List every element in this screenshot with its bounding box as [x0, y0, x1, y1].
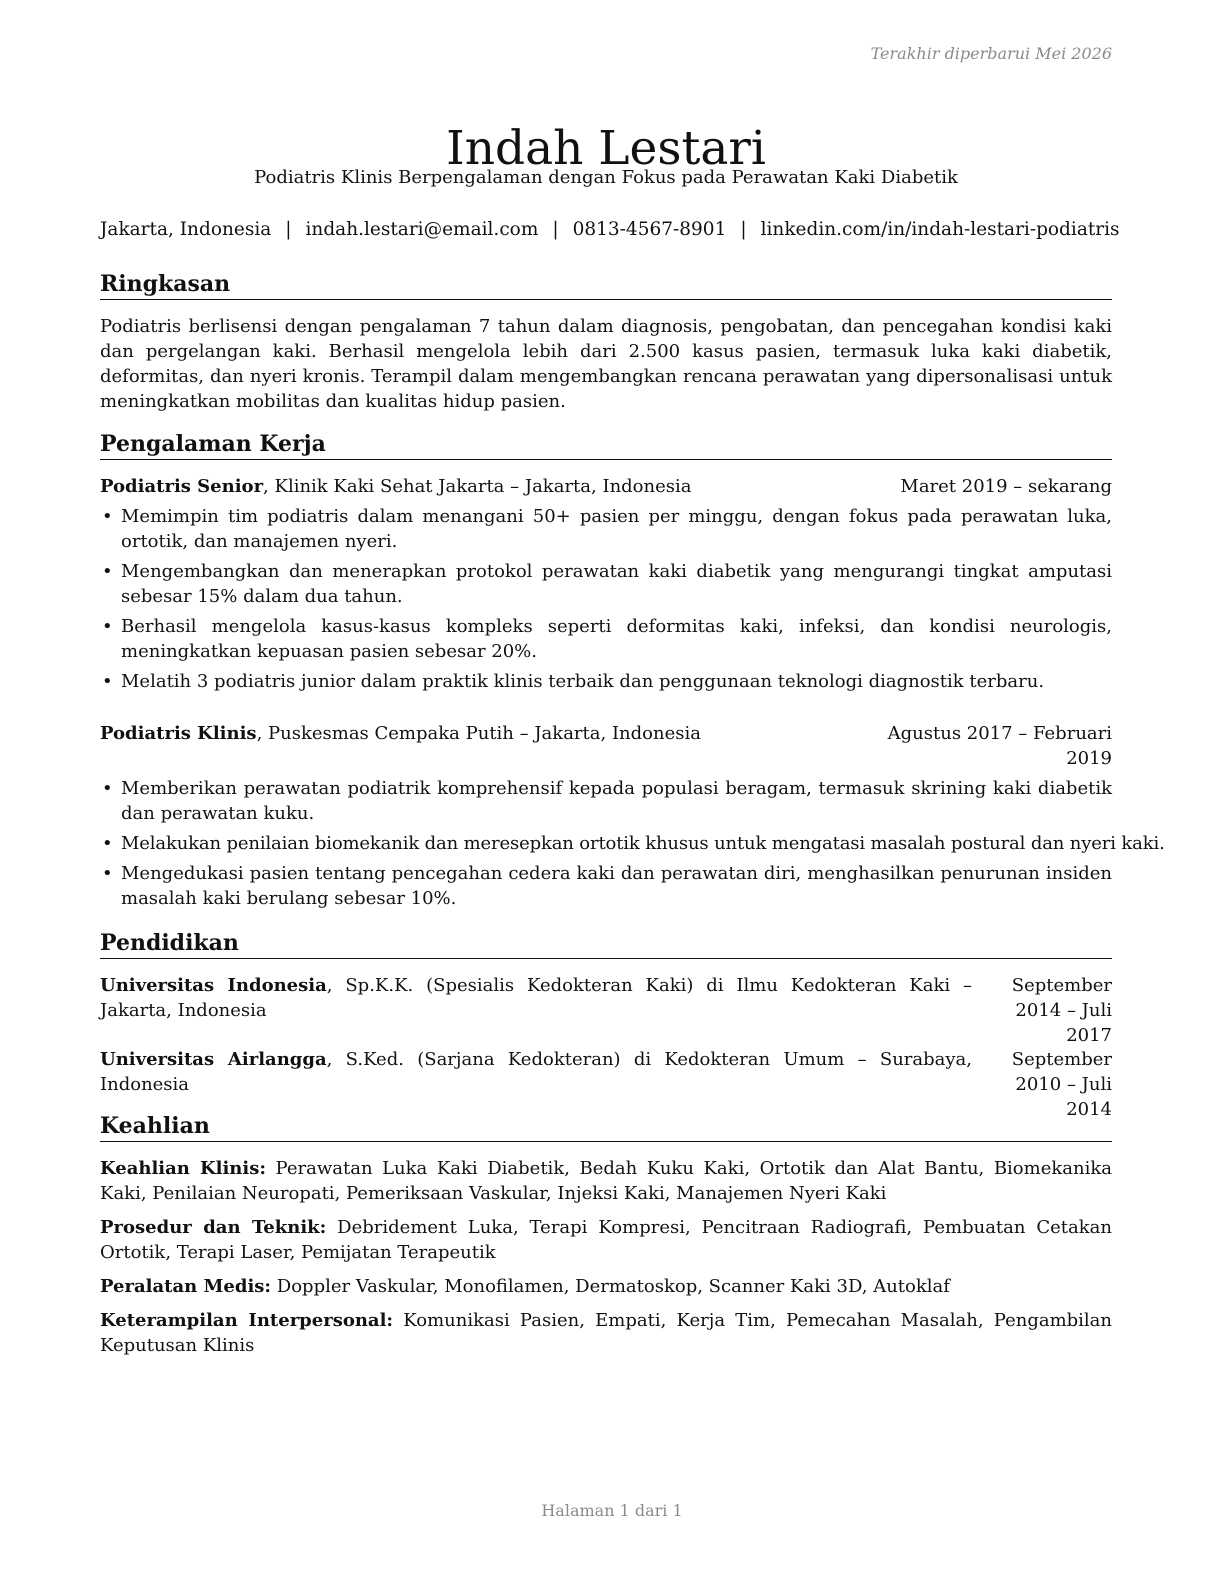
last-updated-note: Terakhir diperbarui Mei 2026: [870, 44, 1112, 63]
job-organization: , Klinik Kaki Sehat Jakarta – Jakarta, Indonesia: [263, 476, 692, 497]
education-detail: , Sp.K.K. (Spesialis Kedokteran Kaki) di Ilmu Kedokteran Kaki – Jakarta, Indonesia: [100, 975, 973, 1021]
skill-group-text: Perawatan Luka Kaki Diabetik, Bedah Kuku Kaki, Ortotik dan Alat Bantu, Biomekanika Kaki, Penilaian Neuropati, Pemeriksaan Vaskular, Injeksi Kaki, Manajemen Nyeri Kaki: [100, 1158, 1112, 1204]
skill-group-text: Komunikasi Pasien, Empati, Kerja Tim, Pemecahan Masalah, Pengambilan Keputusan Klinis: [100, 1310, 1112, 1356]
job-bullet: • Memberikan perawatan podiatrik komprehensif kepada populasi beragam, termasuk skrining kaki diabetik dan perawatan kuku.: [100, 776, 1112, 826]
section-title-summary: Ringkasan: [100, 270, 1112, 300]
contact-email[interactable]: indah.lestari@email.com: [305, 219, 539, 240]
skill-group-text: Debridement Luka, Terapi Kompresi, Pencitraan Radiografi, Pembuatan Cetakan Ortotik, Terapi Laser, Pemijatan Terapeutik: [100, 1217, 1112, 1263]
skill-group-label: Prosedur dan Teknik:: [100, 1217, 327, 1238]
section-title-experience: Pengalaman Kerja: [100, 430, 1112, 460]
skill-group: [100, 1215, 1112, 1265]
skill-group-label: Peralatan Medis:: [100, 1276, 272, 1297]
education-date: September 2010 – Juli 2014: [1011, 1049, 1112, 1120]
skill-group-label: Keahlian Klinis:: [100, 1158, 266, 1179]
job-bullet: • Melatih 3 podiatris junior dalam praktik klinis terbaik dan penggunaan teknologi diagnostik terbaru.: [100, 669, 1112, 694]
contact-separator: |: [740, 219, 747, 240]
education-school: Universitas Airlangga: [100, 1049, 327, 1070]
contact-linkedin[interactable]: linkedin.com/in/indah-lestari-podiatris: [760, 219, 1120, 240]
contact-line: [100, 219, 1120, 240]
professional-tagline: Podiatris Klinis Berpengalaman dengan Fokus pada Perawatan Kaki Diabetik: [254, 167, 958, 188]
job-bullet: • Mengedukasi pasien tentang pencegahan cedera kaki dan perawatan diri, menghasilkan penurunan insiden masalah kaki berulang sebesar 10%.: [100, 861, 1112, 911]
job-bullet-list: [100, 504, 1112, 699]
section-title-skills: Keahlian: [100, 1112, 1112, 1142]
job-role: Podiatris Klinis: [100, 723, 257, 744]
skill-group-label: Keterampilan Interpersonal:: [100, 1310, 394, 1331]
job-bullet: • Berhasil mengelola kasus-kasus kompleks seperti deformitas kaki, infeksi, dan kondisi neurologis, meningkatkan kepuasan pasien sebesar 20%.: [100, 614, 1112, 664]
summary-text: Podiatris berlisensi dengan pengalaman 7 tahun dalam diagnosis, pengobatan, dan pencegahan kondisi kaki dan pergelangan kaki. Berhasil mengelola lebih dari 2.500 kasus pasien, termasuk luka kaki diabetik, deformitas, dan nyeri kronis. Terampil dalam mengembangkan rencana perawatan yang dipersonalisasi untuk meningkatkan mobilitas dan kualitas hidup pasien.: [100, 316, 1112, 412]
contact-phone: 0813-4567-8901: [572, 219, 727, 240]
skill-group: [100, 1156, 1112, 1206]
person-name: Indah Lestari: [446, 121, 766, 177]
job-date: Agustus 2017 – Februari 2019: [887, 723, 1112, 769]
education-entry: [100, 973, 1112, 1046]
job-role: Podiatris Senior: [100, 476, 264, 497]
section-title-education: Pendidikan: [100, 929, 1112, 959]
education-date: September 2014 – Juli 2017: [1011, 975, 1112, 1046]
job-bullet: • Mengembangkan dan menerapkan protokol perawatan kaki diabetik yang mengurangi tingkat amputasi sebesar 15% dalam dua tahun.: [100, 559, 1112, 609]
job-bullet: • Melakukan penilaian biomekanik dan meresepkan ortotik khusus untuk mengatasi masalah postural dan nyeri kaki.: [100, 831, 1112, 856]
job-date: Maret 2019 – sekarang: [900, 476, 1112, 497]
skill-group: [100, 1308, 1112, 1358]
job-bullet-list: [100, 776, 1165, 916]
contact-separator: |: [285, 219, 292, 240]
job-bullet: • Memimpin tim podiatris dalam menangani 50+ pasien per minggu, dengan fokus pada perawatan luka, ortotik, dan manajemen nyeri.: [100, 504, 1112, 554]
education-entry: [100, 1047, 1112, 1120]
page-number: Halaman 1 dari 1: [541, 1501, 683, 1520]
job-header: [100, 721, 1112, 769]
job-organization: , Puskesmas Cempaka Putih – Jakarta, Indonesia: [256, 723, 701, 744]
job-header: [100, 474, 1112, 499]
contact-separator: |: [552, 219, 559, 240]
contact-location: Jakarta, Indonesia: [100, 219, 272, 240]
skill-group-text: Doppler Vaskular, Monofilamen, Dermatoskop, Scanner Kaki 3D, Autoklaf: [271, 1276, 950, 1297]
education-school: Universitas Indonesia: [100, 975, 327, 996]
skill-group: [100, 1274, 1112, 1299]
education-detail: , S.Ked. (Sarjana Kedokteran) di Kedokteran Umum – Surabaya, Indonesia: [100, 1049, 973, 1095]
